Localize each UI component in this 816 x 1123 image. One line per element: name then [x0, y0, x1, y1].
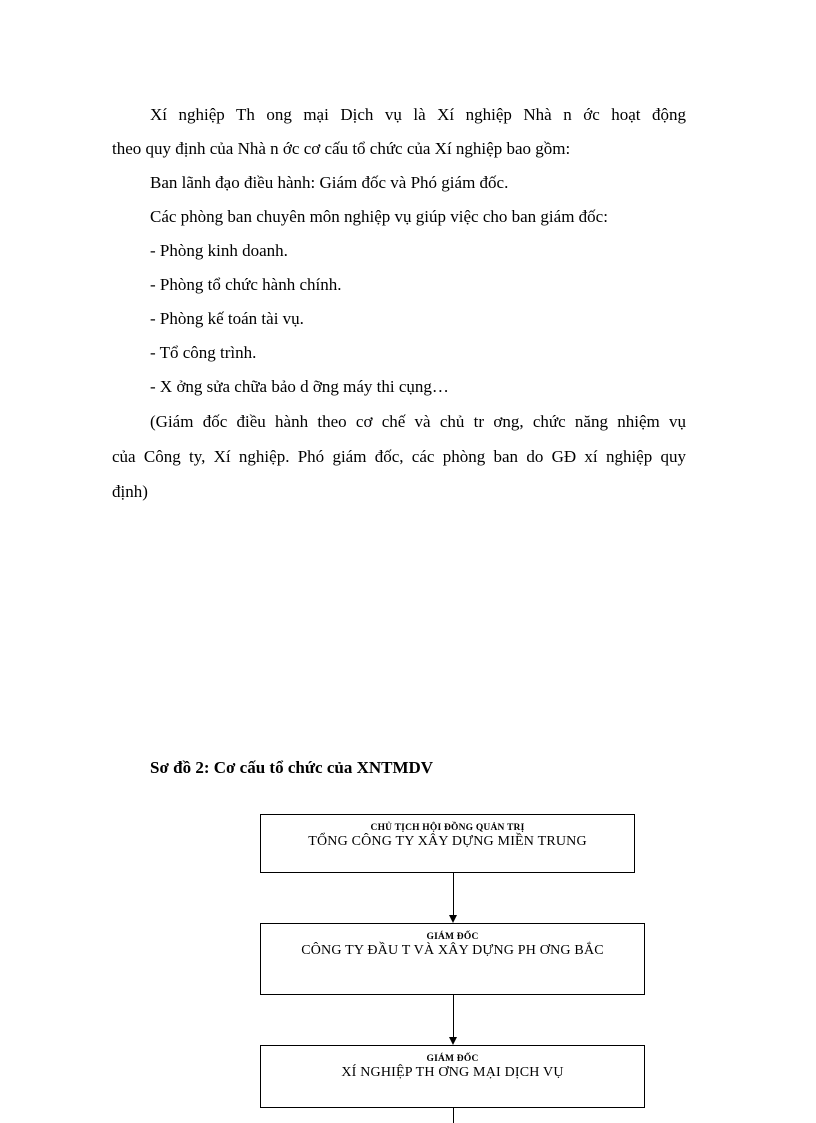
org-box-investment-company	[260, 923, 645, 995]
list-item: - Phòng tổ chức hành chính.	[150, 275, 342, 294]
paragraph-4-line-3: định)	[112, 482, 148, 501]
paragraph-2: Ban lãnh đạo điều hành: Giám đốc và Phó giám đốc.	[150, 173, 509, 192]
connector-arrow	[449, 1037, 457, 1045]
connector-line	[453, 873, 454, 916]
org-box-role: GIÁM ĐỐC	[426, 932, 479, 942]
list-item: - Phòng kế toán tài vụ.	[150, 309, 304, 328]
org-box-title: XÍ NGHIỆP TH ƠNG MẠI DỊCH VỤ	[341, 1065, 564, 1080]
org-box-general-corporation	[260, 814, 635, 873]
connector-line	[453, 1108, 454, 1123]
list-item: - X ởng sửa chữa bảo d ỡng máy thi cụng…	[150, 377, 449, 396]
org-box-title: CÔNG TY ĐẦU T VÀ XÂY DỰNG PH ƠNG BẮC	[301, 943, 604, 958]
list-item: - Tổ công trình.	[150, 343, 257, 362]
org-box-role: GIÁM ĐỐC	[426, 1054, 479, 1064]
connector-line	[453, 995, 454, 1038]
paragraph-1-line-2: theo quy định của Nhà n ớc cơ cấu tổ chức của Xí nghiệp bao gồm:	[112, 139, 571, 158]
org-box-title: TỔNG CÔNG TY XÂY DỰNG MIỀN TRUNG	[308, 834, 587, 849]
diagram-caption: Sơ đồ 2: Cơ cấu tổ chức của XNTMDV	[150, 758, 434, 777]
connector-arrow	[449, 915, 457, 923]
paragraph-4-line-2: của Công ty, Xí nghiệp. Phó giám đốc, các phòng ban do GĐ xí nghiệp quy	[112, 447, 686, 466]
list-item: - Phòng kinh doanh.	[150, 241, 288, 260]
org-box-trade-services-enterprise	[260, 1045, 645, 1108]
paragraph-4-line-1: (Giám đốc điều hành theo cơ chế và chủ tr ơng, chức năng nhiệm vụ	[150, 412, 686, 431]
org-box-role: CHỦ TỊCH HỘI ĐỒNG QUẢN TRỊ	[370, 823, 525, 833]
paragraph-1-line-1: Xí nghiệp Th ong mại Dịch vụ là Xí nghiệp Nhà n ớc hoạt động	[150, 105, 686, 124]
paragraph-3: Các phòng ban chuyên môn nghiệp vụ giúp việc cho ban giám đốc:	[150, 207, 608, 226]
